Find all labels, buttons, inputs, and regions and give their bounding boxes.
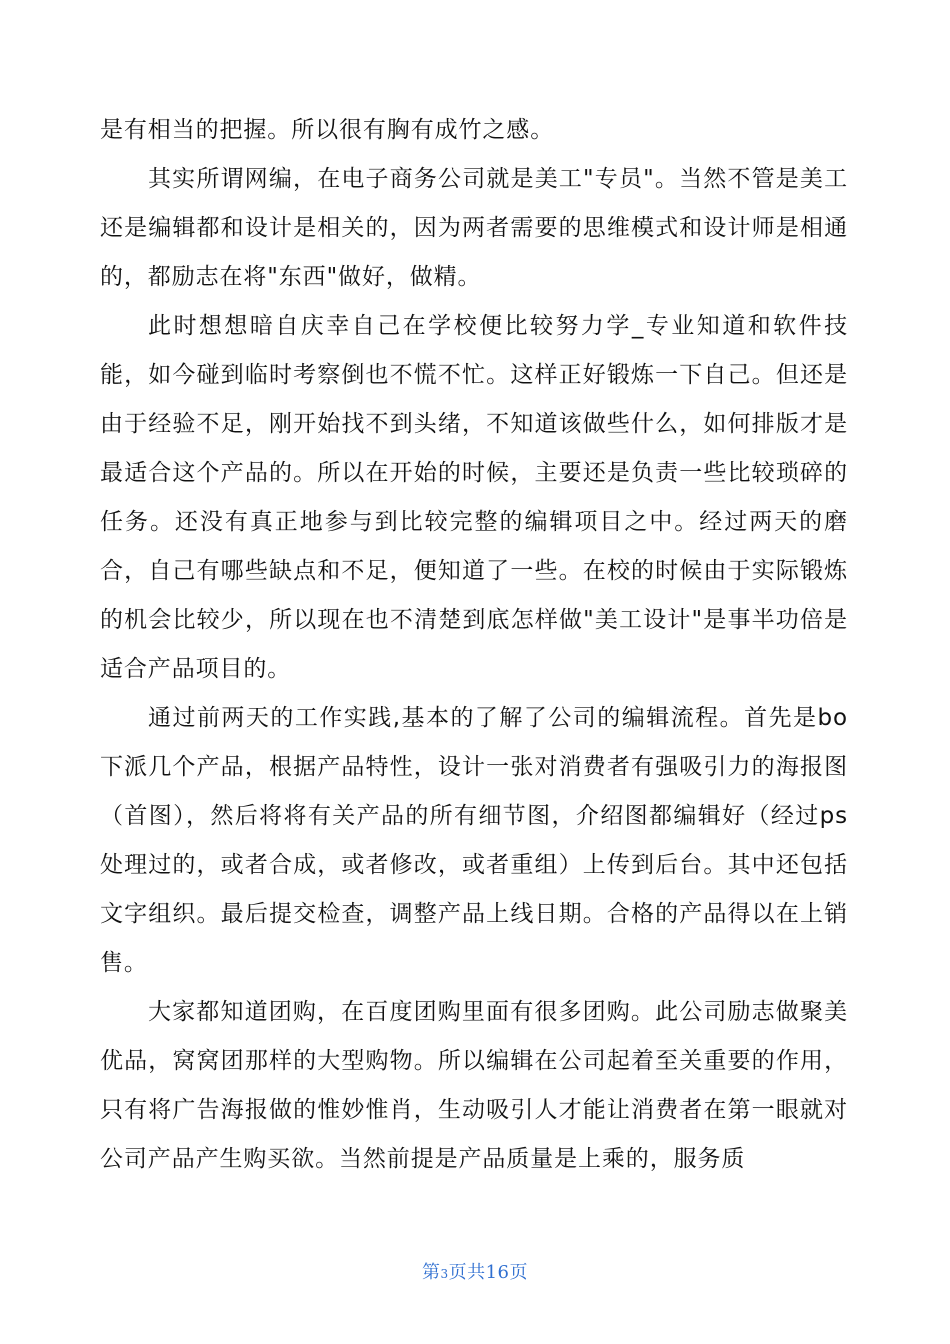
paragraph-2: 其实所谓网编，在电子商务公司就是美工"专员"。当然不管是美工还是编辑都和设计是相关的，因为两者需要的思维模式和设计师是相通的，都励志在将"东西"做好，做精。 bbox=[100, 166, 848, 290]
footer-middle: 页共 bbox=[448, 1262, 486, 1283]
document-body bbox=[100, 106, 848, 1184]
footer-prefix: 第 bbox=[421, 1262, 441, 1283]
paragraph-3: 此时想想暗自庆幸自己在学校便比较努力学_专业知道和软件技能，如今碰到临时考察倒也不慌不忙。这样正好锻炼一下自己。但还是由于经验不足，刚开始找不到头绪，不知道该做些什么，如何排版才是最适合这个产品的。所以在开始的时候，主要还是负责一些比较琐碎的任务。还没有真正地参与到比较完整的编辑项目之中。经过两天的磨合，自己有哪些缺点和不足，便知道了一些。在校的时候由于实际锻炼的机会比较少，所以现在也不清楚到底怎样做"美工设计"是事半功倍是适合产品项目的。 bbox=[100, 313, 848, 682]
page-footer bbox=[0, 1258, 950, 1284]
paragraph-1: 是有相当的把握。所以很有胸有成竹之感。 bbox=[100, 117, 555, 143]
footer-suffix: 页 bbox=[509, 1262, 529, 1283]
paragraph-5: 大家都知道团购，在百度团购里面有很多团购。此公司励志做聚美优品，窝窝团那样的大型购物。所以编辑在公司起着至关重要的作用，只有将广告海报做的惟妙惟肖，生动吸引人才能让消费者在第一眼就对公司产品产生购买欲。当然前提是产品质量是上乘的，服务质 bbox=[100, 999, 848, 1172]
footer-current-page: 3 bbox=[440, 1267, 449, 1281]
footer-total-pages: 16 bbox=[485, 1262, 510, 1283]
paragraph-4: 通过前两天的工作实践,基本的了解了公司的编辑流程。首先是bo下派几个产品，根据产品特性，设计一张对消费者有强吸引力的海报图（首图），然后将将有关产品的所有细节图，介绍图都编辑好（经过ps处理过的，或者合成，或者修改，或者重组）上传到后台。其中还包括文字组织。最后提交检查，调整产品上线日期。合格的产品得以在上销售。 bbox=[100, 705, 848, 976]
